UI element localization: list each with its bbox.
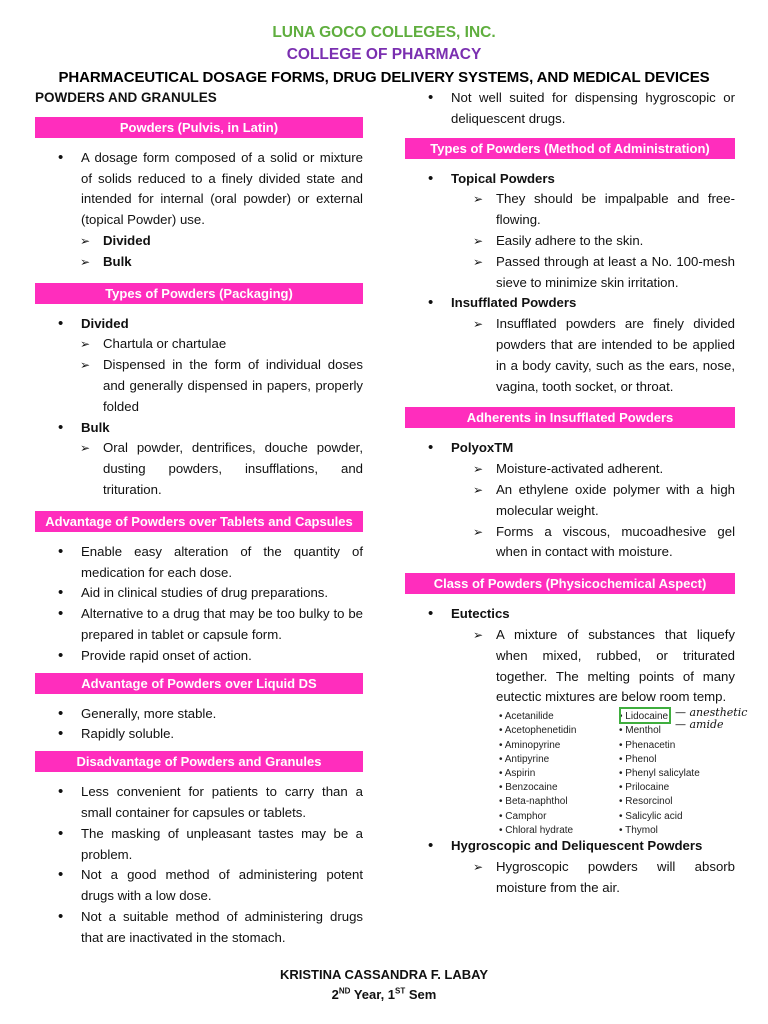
- lidocaine-highlight-box: [619, 707, 671, 724]
- bulk-sublist: [58, 438, 363, 500]
- document-footer: [0, 965, 768, 1005]
- powders-definition: • A dosage form composed of a solid or mixture of solids reduced to a finely divided state and intended for internal (oral powder) or external (topical Powder) use. ➢ Divided ➢ Bulk: [35, 148, 363, 273]
- bar-powders: Powders (Pulvis, in Latin): [35, 117, 363, 138]
- powders-list: [35, 148, 363, 273]
- list-item: • Alternative to a drug that may be too bulky to be prepared in tablet or capsule form.: [35, 604, 363, 646]
- eutectics-sublist: [451, 625, 735, 708]
- hygroscopic-sublist: [451, 857, 735, 899]
- eutectic-list-col1: [499, 710, 576, 838]
- eutectic-item: • Chloral hydrate: [499, 824, 576, 838]
- packaging-divided: • Divided ➢ Chartula or chartulae ➢ Dispensed in the form of individual doses and generally dispensed in papers, properly folded: [35, 314, 363, 418]
- eutectics-item: ➢ A mixture of substances that liquefy when mixed, rubbed, or triturated together. The melting points of many eutectic mixtures are below room temp.: [451, 625, 735, 708]
- polyox-item: ➢ An ethylene oxide polymer with a high molecular weight.: [451, 480, 735, 522]
- eutectic-item: • Acetanilide: [499, 710, 576, 724]
- polyox: • PolyoxTM ➢ Moisture-activated adherent. ➢ An ethylene oxide polymer with a high molecular weight. ➢ Forms a viscous, mucoadhesive gel when in contact with moisture.: [405, 438, 735, 563]
- list-item: • The masking of unpleasant tastes may be a problem.: [35, 824, 363, 866]
- topical-sublist: [451, 189, 735, 293]
- eutectics: • Eutectics ➢ A mixture of substances that liquefy when mixed, rubbed, or triturated together. The melting points of many eutectic mixtures are below room temp.: [405, 604, 735, 708]
- bulk-item: ➢ Oral powder, dentrifices, douche powder, dusting powders, insufflations, and trituration.: [58, 438, 363, 500]
- left-column: [35, 88, 363, 949]
- eutectic-item: • Acetophenetidin: [499, 724, 576, 738]
- bar-class: Class of Powders (Physicochemical Aspect): [405, 573, 735, 594]
- topical-item: ➢ They should be impalpable and free-flowing.: [451, 189, 735, 231]
- divided-item: ➢ Dispensed in the form of individual doses and generally dispensed in papers, properly folded: [58, 355, 363, 417]
- topical-powders: • Topical Powders ➢ They should be impalpable and free-flowing. ➢ Easily adhere to the skin. ➢ Passed through at least a No. 100-mesh sieve to minimize skin irritation.: [405, 169, 735, 294]
- polyox-sublist: [451, 459, 735, 563]
- hygroscopic-item: ➢ Hygroscopic powders will absorb moisture from the air.: [451, 857, 735, 899]
- year-sem: 2ND Year, 1ST Sem: [331, 986, 437, 1002]
- author-name: KRISTINA CASSANDRA F. LABAY: [279, 967, 488, 982]
- list-item: • Not a good method of administering potent drugs with a low dose.: [35, 865, 363, 907]
- bar-adherents: Adherents in Insufflated Powders: [405, 407, 735, 428]
- section-title: POWDERS AND GRANULES: [35, 90, 217, 105]
- powders-sublist: [58, 231, 363, 273]
- eutectic-item: • Phenyl salicylate: [619, 767, 700, 781]
- eutectic-item: • Lidocaine: [619, 710, 700, 724]
- school-name: LUNA GOCO COLLEGES, INC.: [272, 24, 496, 41]
- eutectic-item: • Prilocaine: [619, 781, 700, 795]
- document-title: PHARMACEUTICAL DOSAGE FORMS, DRUG DELIVERY SYSTEMS, AND MEDICAL DEVICES: [58, 69, 710, 86]
- eutectic-item: • Thymol: [619, 824, 700, 838]
- insufflated-item: ➢ Insufflated powders are finely divided powders that are intended to be applied in a body cavity, such as the ears, nose, vagina, tooth socket, or throat.: [451, 314, 735, 397]
- hygroscopic-list: [405, 836, 735, 898]
- insufflated-sublist: [451, 314, 735, 397]
- packaging-bulk: • Bulk ➢ Oral powder, dentrifices, douche powder, dusting powders, insufflations, and trituration.: [35, 418, 363, 501]
- class-list: [405, 604, 735, 708]
- eutectic-item: • Benzocaine: [499, 781, 576, 795]
- adv-liquid-list: [35, 704, 363, 746]
- list-item: • Aid in clinical studies of drug preparations.: [35, 583, 363, 604]
- polyox-item: ➢ Forms a viscous, mucoadhesive gel when in contact with moisture.: [451, 522, 735, 564]
- adherents-list: [405, 438, 735, 563]
- powders-sub-divided: ➢ Divided: [58, 231, 363, 252]
- eutectic-item: • Phenacetin: [619, 739, 700, 753]
- list-item: • Not a suitable method of administering drugs that are inactivated in the stomach.: [35, 907, 363, 949]
- list-item: • Enable easy alteration of the quantity of medication for each dose.: [35, 542, 363, 584]
- list-item: • Rapidly soluble.: [35, 724, 363, 745]
- bar-admin: Types of Powders (Method of Administration): [405, 138, 735, 159]
- disadvantage-list: [35, 782, 363, 948]
- list-item: • Generally, more stable.: [35, 704, 363, 725]
- divided-sublist: [58, 334, 363, 417]
- list-item: • Provide rapid onset of action.: [35, 646, 363, 667]
- topical-item: ➢ Passed through at least a No. 100-mesh sieve to minimize skin irritation.: [451, 252, 735, 294]
- insufflated-powders: • Insufflated Powders ➢ Insufflated powders are finely divided powders that are intended to be applied in a body cavity, such as the ears, nose, vagina, tooth socket, or throat.: [405, 293, 735, 397]
- handwritten-note-amide: — amide: [675, 718, 724, 732]
- document-header: [0, 22, 768, 89]
- eutectic-item: • Antipyrine: [499, 753, 576, 767]
- handwritten-note-anesthetic: — anesthetic: [675, 706, 748, 720]
- hygroscopic-powders: • Hygroscopic and Deliquescent Powders ➢ Hygroscopic powders will absorb moisture from the air.: [405, 836, 735, 898]
- packaging-list: [35, 314, 363, 501]
- divided-item: ➢ Chartula or chartulae: [58, 334, 363, 355]
- eutectic-item: • Beta-naphthol: [499, 795, 576, 809]
- eutectic-item: • Camphor: [499, 810, 576, 824]
- bar-disadvantage: Disadvantage of Powders and Granules: [35, 751, 363, 772]
- admin-list: [405, 169, 735, 398]
- list-item: • Not well suited for dispensing hygroscopic or deliquescent drugs.: [405, 88, 735, 130]
- eutectic-item: • Aminopyrine: [499, 739, 576, 753]
- list-item: • Less convenient for patients to carry than a small container for capsules or tablets.: [35, 782, 363, 824]
- continued-list: [405, 88, 735, 130]
- powders-sub-bulk: ➢ Bulk: [58, 252, 363, 273]
- adv-tablets-list: [35, 542, 363, 667]
- polyox-item: ➢ Moisture-activated adherent.: [451, 459, 735, 480]
- eutectic-item: • Salicylic acid: [619, 810, 700, 824]
- eutectic-item: • Phenol: [619, 753, 700, 767]
- eutectic-item: • Resorcinol: [619, 795, 700, 809]
- bar-packaging: Types of Powders (Packaging): [35, 283, 363, 304]
- bar-adv-tablets: Advantage of Powders over Tablets and Capsules: [35, 511, 363, 532]
- eutectic-list-image: [499, 708, 749, 836]
- college-name: COLLEGE OF PHARMACY: [286, 46, 482, 63]
- topical-item: ➢ Easily adhere to the skin.: [451, 231, 735, 252]
- right-column: [405, 88, 748, 899]
- eutectic-item: • Menthol: [619, 724, 700, 738]
- eutectic-item: • Aspirin: [499, 767, 576, 781]
- bar-adv-liquid: Advantage of Powders over Liquid DS: [35, 673, 363, 694]
